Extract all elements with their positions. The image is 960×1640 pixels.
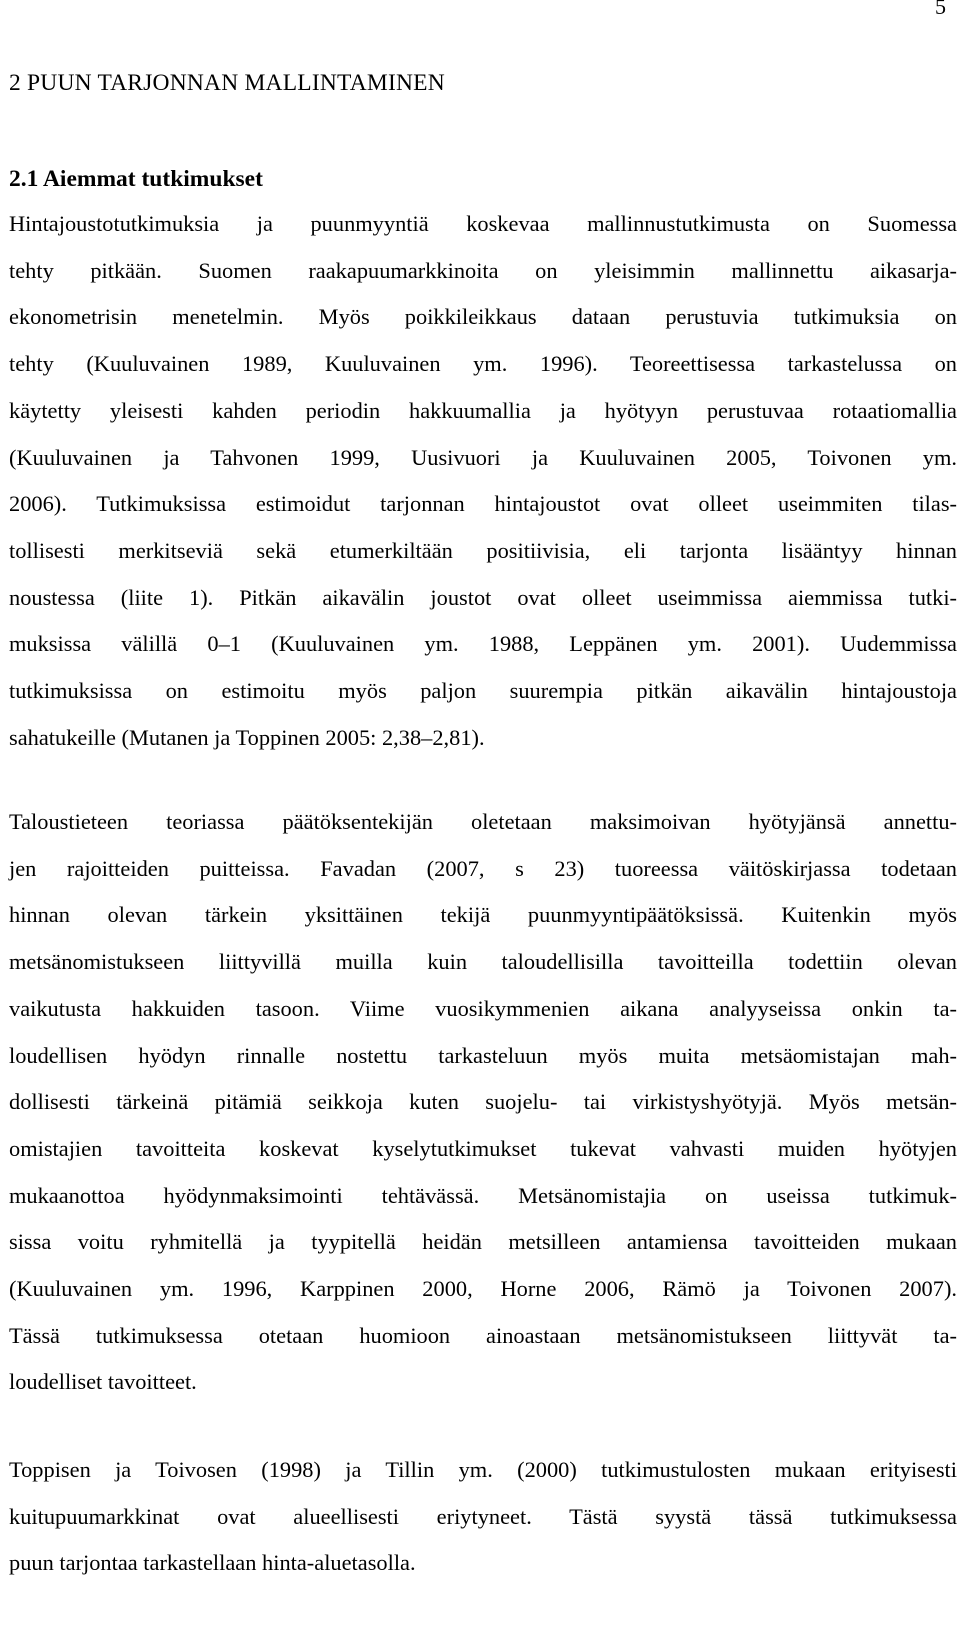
paragraph xyxy=(9,1447,957,1587)
text-line: (Kuuluvainen ym. 1996, Karppinen 2000, Horne 2006, Rämö ja Toivonen 2007). xyxy=(9,1276,957,1302)
text-line: Toppisen ja Toivosen (1998) ja Tillin ym. (2000) tutkimustulosten mukaan erityisesti xyxy=(9,1457,957,1482)
text-line: ekonometrisin menetelmin. Myös poikkileikkaus dataan perustuvia tutkimuksia on xyxy=(9,304,957,330)
text-line: vaikutusta hakkuiden tasoon. Viime vuosikymmenien aikana analyyseissa onkin ta- xyxy=(9,995,957,1021)
text-line: Taloustieteen teoriassa päätöksentekijän oletetaan maksimoivan hyötyjänsä annettu- xyxy=(9,809,957,834)
text-line: Tässä tutkimuksessa otetaan huomioon ainoastaan metsänomistukseen liittyvät ta- xyxy=(9,1322,957,1348)
text-line: tutkimuksissa on estimoitu myös paljon suurempia pitkän aikavälin hintajoustoja xyxy=(9,678,957,704)
text-line: mukaanottoa hyödynmaksimointi tehtävässä. Metsänomistajia on useissa tutkimuk- xyxy=(9,1182,957,1208)
text-line: puun tarjontaa tarkastellaan hinta-aluetasolla. xyxy=(9,1550,416,1576)
text-line: metsänomistukseen liittyvillä muilla kuin taloudellisilla tavoitteilla todettiin olevan xyxy=(9,949,957,975)
text-line: loudelliset tavoitteet. xyxy=(9,1369,197,1395)
text-line: muksissa välillä 0–1 (Kuuluvainen ym. 1988, Leppänen ym. 2001). Uudemmissa xyxy=(9,631,957,657)
text-line: 2006). Tutkimuksissa estimoidut tarjonnan hintajoustot ovat olleet useimmiten tilas- xyxy=(9,491,957,517)
chapter-title: 2 PUUN TARJONNAN MALLINTAMINEN xyxy=(9,70,445,96)
text-line: käytetty yleisesti kahden periodin hakkuumallia ja hyötyyn perustuvaa rotaatiomallia xyxy=(9,397,957,423)
text-line: hinnan olevan tärkein yksittäinen tekijä puunmyyntipäätöksissä. Kuitenkin myös xyxy=(9,902,957,928)
text-line: tehty (Kuuluvainen 1989, Kuuluvainen ym. 1996). Teoreettisessa tarkastelussa on xyxy=(9,351,957,377)
paragraph xyxy=(9,201,957,761)
text-line: noustessa (liite 1). Pitkän aikavälin joustot ovat olleet useimmissa aiemmissa tutki- xyxy=(9,584,957,610)
text-line: sissa voitu ryhmitellä ja tyypitellä heidän metsilleen antamiensa tavoitteiden mukaan xyxy=(9,1229,957,1255)
text-line: (Kuuluvainen ja Tahvonen 1999, Uusivuori ja Kuuluvainen 2005, Toivonen ym. xyxy=(9,444,957,470)
text-line: kuitupuumarkkinat ovat alueellisesti eriytyneet. Tästä syystä tässä tutkimuksessa xyxy=(9,1503,957,1529)
text-line: loudellisen hyödyn rinnalle nostettu tarkasteluun myös muita metsäomistajan mah- xyxy=(9,1042,957,1068)
text-line: tollisesti merkitseviä sekä etumerkiltään positiivisia, eli tarjonta lisääntyy hinnan xyxy=(9,537,957,563)
text-line: omistajien tavoitteita koskevat kyselytutkimukset tukevat vahvasti muiden hyötyjen xyxy=(9,1135,957,1161)
page-number: 5 xyxy=(935,0,946,19)
section-title: 2.1 Aiemmat tutkimukset xyxy=(9,166,263,192)
text-line: tehty pitkään. Suomen raakapuumarkkinoita on yleisimmin mallinnettu aikasarja- xyxy=(9,257,957,283)
text-line: jen rajoitteiden puitteissa. Favadan (2007, s 23) tuoreessa väitöskirjassa todetaan xyxy=(9,855,957,881)
text-line: Hintajoustotutkimuksia ja puunmyyntiä koskevaa mallinnustutkimusta on Suomessa xyxy=(9,211,957,236)
paragraph xyxy=(9,799,957,1406)
text-line: sahatukeille (Mutanen ja Toppinen 2005: 2,38–2,81). xyxy=(9,724,485,750)
text-line: dollisesti tärkeinä pitämiä seikkoja kuten suojelu- tai virkistyshyötyjä. Myös metsän- xyxy=(9,1089,957,1115)
